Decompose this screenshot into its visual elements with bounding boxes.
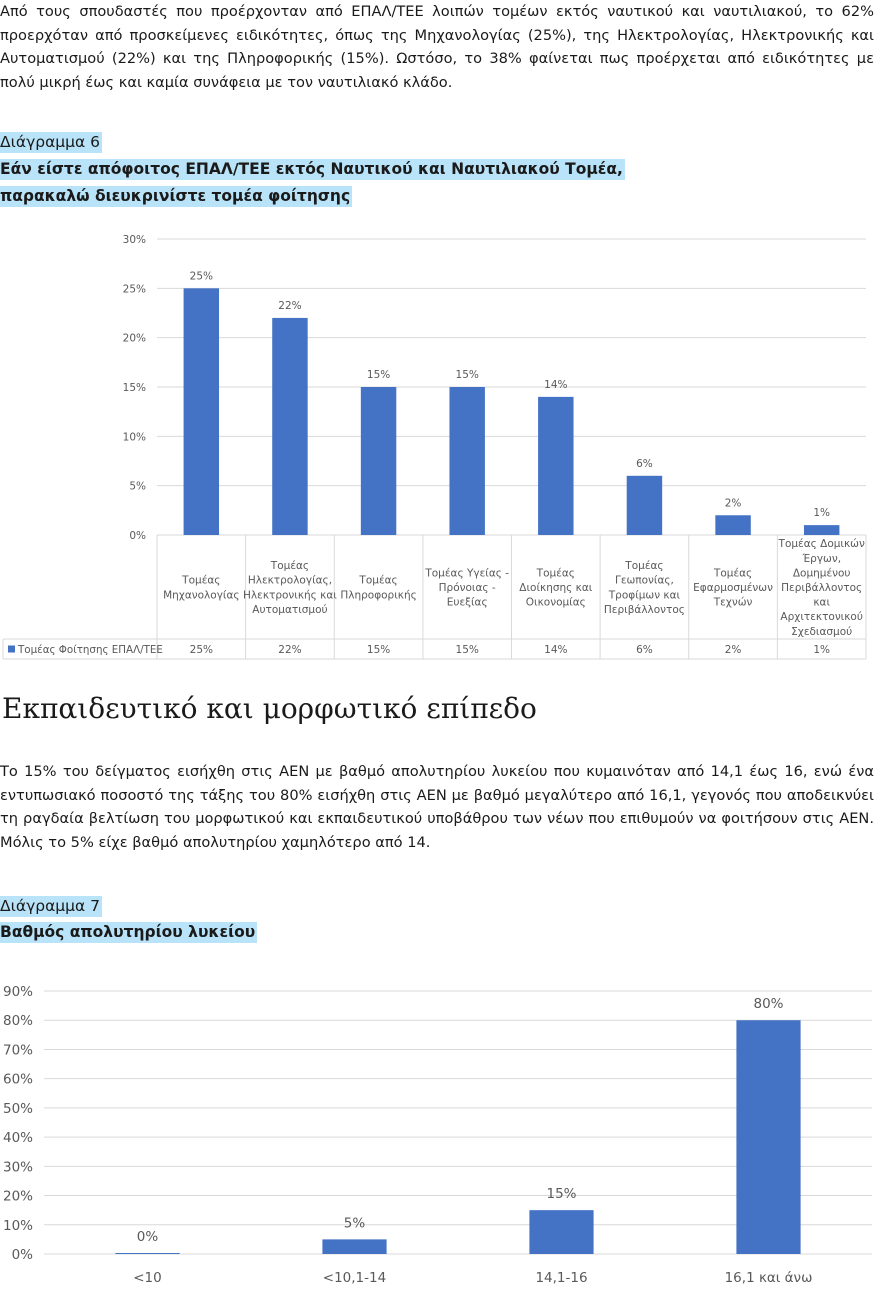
- category-label: <10: [133, 1270, 162, 1286]
- table-value: 25%: [189, 644, 213, 656]
- data-label: 0%: [136, 1229, 159, 1245]
- bar: [322, 1239, 386, 1254]
- y-tick-label: 5%: [129, 480, 146, 493]
- chart-6-sector-of-study: [0, 225, 885, 670]
- figure-7-title: [0, 919, 257, 946]
- data-label: 22%: [278, 299, 302, 312]
- category-label: Τομέας Εφαρμοσμένων Τεχνών: [693, 567, 773, 609]
- bar: [115, 1253, 179, 1254]
- bar: [538, 397, 573, 535]
- category-label: Τομέας Δομικών Έργων, Δομημένου Περιβάλλοντος και Αρχιτεκτονικού Σχεδιασμού: [778, 538, 865, 638]
- bar: [804, 525, 839, 535]
- body-paragraph: Το 15% του δείγματος εισήχθη στις ΑΕΝ με βαθμό απολυτηρίου λυκείου που κυμαινόταν από 14,1 έως 16, ενώ ένα εντυπωσιακό ποσοστό της τάξης του 80% εισήχθη στις ΑΕΝ με βαθμό μεγαλύτερο από 16,1, γεγονός που αποδεικνύει τη ραγδαία βελτίωση του μορφωτικού και εκπαιδευτικού υποβάθρου των νέων που επιθυμούν να φοιτήσουν στις ΑΕΝ. Μόλις το 5% είχε βαθμό απολυτηρίου χαμηλότερο από 14.: [0, 763, 874, 851]
- y-tick-label: 10%: [122, 431, 146, 444]
- data-label: 15%: [455, 369, 479, 381]
- y-tick-label: 30%: [122, 234, 146, 246]
- y-tick-label: 40%: [2, 1130, 33, 1147]
- category-label: 16,1 και άνω: [724, 1270, 813, 1286]
- bar: [184, 288, 219, 535]
- table-value: 2%: [724, 644, 742, 656]
- y-tick-label: 90%: [2, 984, 33, 1000]
- section-heading: Εκπαιδευτικό και μορφωτικό επίπεδο: [2, 692, 537, 725]
- category-label: Τομέας Διοίκησης και Οικονομίας: [519, 567, 593, 609]
- y-tick-label: 25%: [122, 283, 146, 296]
- category-label: Τομέας Μηχανολογίας: [163, 574, 240, 602]
- figure-6-title-text-1: Εάν είστε απόφοιτος ΕΠΑΛ/ΤΕΕ εκτός Ναυτικού και Ναυτιλιακού Τομέα,: [0, 160, 623, 178]
- bar: [449, 387, 484, 535]
- data-label: 6%: [636, 457, 653, 470]
- y-tick-label: 10%: [2, 1217, 33, 1234]
- table-value: 15%: [366, 644, 391, 656]
- category-label: Τομέας Γεωπονίας, Τροφίμων και Περιβάλλοντος: [603, 560, 685, 616]
- table-value: 14%: [544, 644, 568, 656]
- bar: [627, 476, 662, 535]
- category-label: <10,1-14: [322, 1270, 387, 1286]
- bar: [272, 318, 307, 535]
- figure-7-title-text: Βαθμός απολυτηρίου λυκείου: [0, 923, 256, 941]
- data-label: 1%: [813, 507, 831, 520]
- y-tick-label: 20%: [122, 332, 146, 345]
- figure-6-title-text-2: παρακαλώ διευκρινίστε τομέα φοίτησης: [0, 187, 351, 205]
- table-value: 6%: [636, 644, 653, 656]
- y-tick-label: 80%: [2, 1013, 33, 1030]
- figure-7-caption: [0, 893, 102, 919]
- bar: [361, 387, 396, 535]
- table-value: 1%: [813, 644, 831, 656]
- figure-6-title-line-1: [0, 156, 625, 183]
- y-tick-label: 70%: [2, 1042, 33, 1059]
- chart-7-school-grade: [0, 975, 885, 1291]
- legend-swatch: [8, 646, 15, 653]
- bar: [736, 1020, 800, 1254]
- data-label: 25%: [189, 270, 213, 283]
- figure-7-caption-text: Διάγραμμα 7: [0, 897, 101, 915]
- intro-paragraph: Από τους σπουδαστές που προέρχονταν από ΕΠΑΛ/ΤΕΕ λοιπών τομέων εκτός ναυτικού και ναυτιλιακού, το 62% προερχόταν από προσκείμενες ειδικότητες, όπως της Μηχανολογίας (25%), της Ηλεκτρολογίας, Ηλεκτρονικής και Αυτοματισμού (22%) και της Πληροφορικής (15%). Ωστόσο, το 38% φαίνεται πως προέρχεται από ειδικότητες με πολύ μικρή έως και καμία συνάφεια με τον ναυτιλιακό κλάδο.: [0, 3, 874, 91]
- y-tick-label: 20%: [2, 1188, 33, 1205]
- data-label: 15%: [546, 1186, 577, 1203]
- figure-6-title-line-2: [0, 183, 352, 210]
- category-label: Τομέας Ηλεκτρολογίας, Ηλεκτρονικής και Αυτοματισμού: [243, 560, 337, 616]
- y-tick-label: 30%: [2, 1159, 33, 1176]
- legend-series-name: Τομέας Φοίτησης ΕΠΑΛ/ΤΕΕ: [18, 644, 163, 656]
- bar: [529, 1210, 593, 1254]
- table-value: 22%: [278, 644, 302, 656]
- table-value: 15%: [455, 644, 479, 656]
- figure-6-caption: [0, 129, 102, 155]
- data-label: 15%: [366, 369, 391, 381]
- data-label: 14%: [544, 378, 568, 391]
- y-tick-label: 60%: [2, 1071, 33, 1088]
- category-label: Τομέας Πληροφορικής: [340, 574, 417, 602]
- category-label: 14,1-16: [535, 1270, 588, 1286]
- y-tick-label: 15%: [122, 382, 146, 394]
- y-tick-label: 0%: [11, 1247, 33, 1263]
- data-label: 80%: [753, 996, 784, 1013]
- data-label: 2%: [724, 497, 742, 510]
- data-label: 5%: [343, 1215, 366, 1232]
- bar: [715, 515, 750, 535]
- y-tick-label: 0%: [129, 530, 146, 542]
- y-tick-label: 50%: [2, 1100, 33, 1117]
- figure-6-caption-text: Διάγραμμα 6: [0, 133, 101, 151]
- category-label: Τομέας Υγείας -Πρόνοιας -Ευεξίας: [425, 567, 510, 609]
